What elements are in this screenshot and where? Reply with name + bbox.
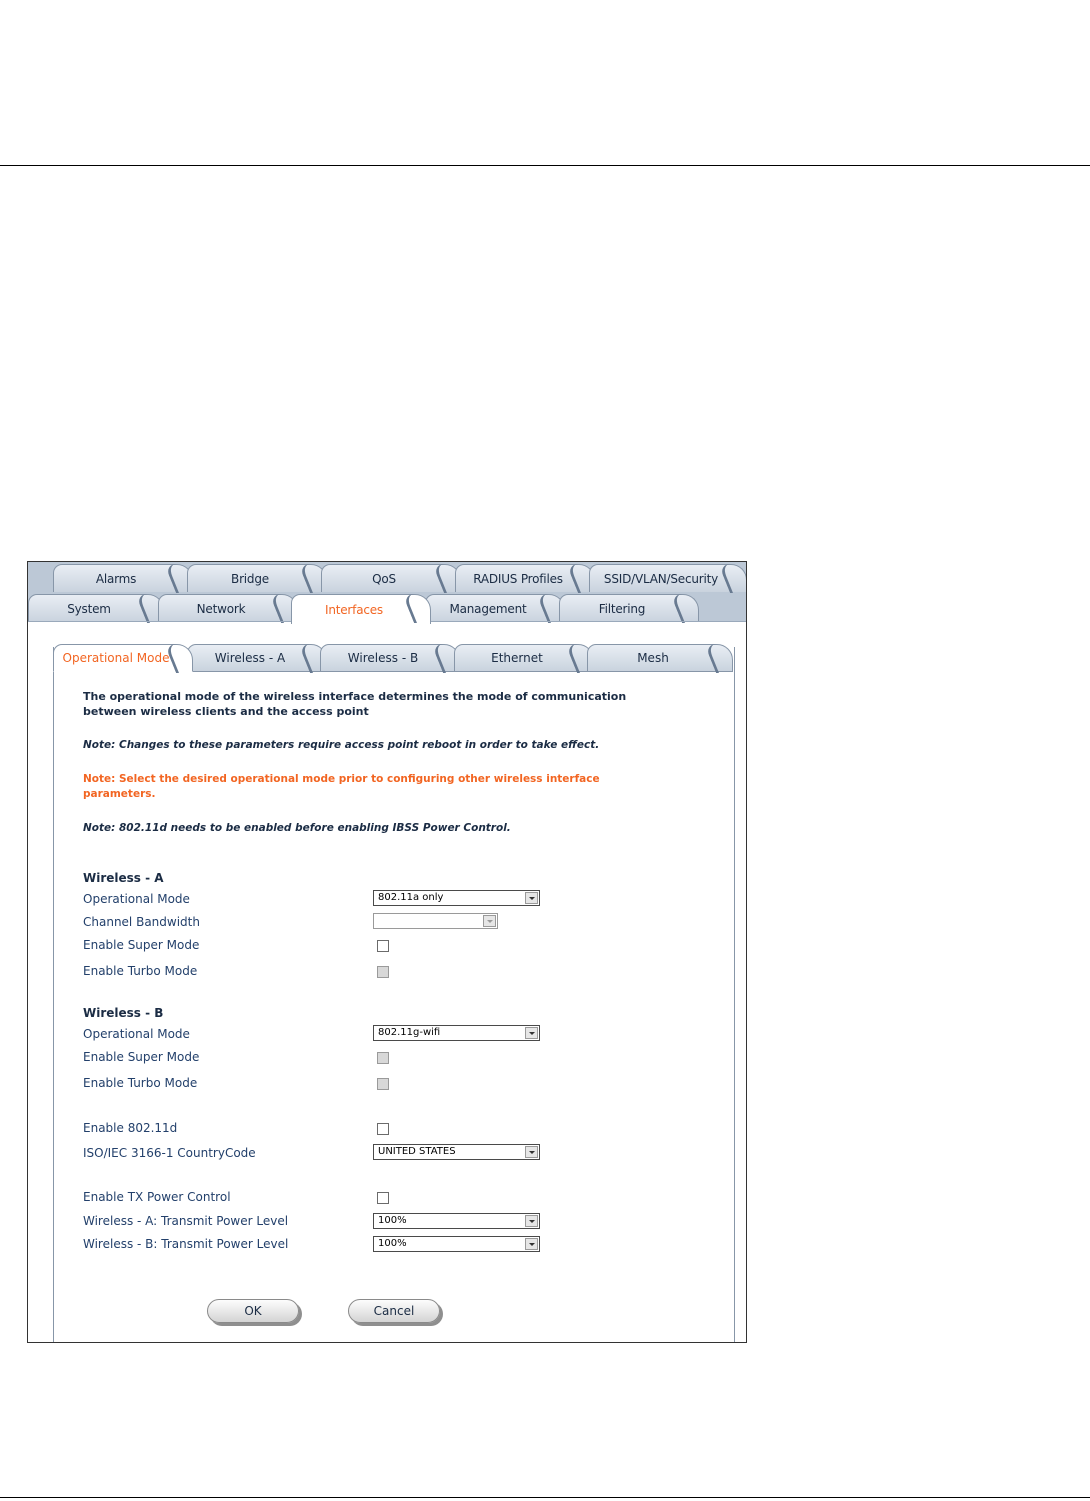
- tab-label: Filtering: [598, 601, 646, 616]
- ok-button-label: OK: [244, 1304, 262, 1318]
- note-reboot: Note: Changes to these parameters require access point reboot in order to take effect.: [83, 739, 600, 751]
- tab-label: Network: [196, 601, 246, 616]
- chevron-down-icon: [525, 1146, 538, 1158]
- label-wa-transmit-power: Wireless - A: Transmit Power Level: [83, 1214, 289, 1228]
- select-wa-transmit-power[interactable]: [373, 1213, 540, 1229]
- label-wb-operational-mode: Operational Mode: [83, 1027, 190, 1041]
- chevron-down-icon: [525, 1238, 538, 1250]
- checkbox-enable-80211d[interactable]: [377, 1123, 389, 1135]
- label-enable-80211d: Enable 802.11d: [83, 1121, 178, 1135]
- note-80211d: Note: 802.11d needs to be enabled before enabling IBSS Power Control.: [83, 822, 511, 834]
- tab-management[interactable]: [425, 594, 565, 622]
- subtab-wireless-b[interactable]: [320, 644, 460, 672]
- label-wb-transmit-power: Wireless - B: Transmit Power Level: [83, 1237, 289, 1251]
- main-tab-bar: [28, 562, 746, 622]
- select-value: 100%: [378, 1238, 407, 1249]
- checkbox-wa-turbo-mode[interactable]: [377, 966, 389, 978]
- tab-ssid-vlan-security[interactable]: [589, 564, 747, 592]
- select-value: UNITED STATES: [378, 1146, 456, 1157]
- note-order: Note: Select the desired operational mode prior to configuring other wireless interface parameters.: [83, 773, 600, 800]
- label-wa-turbo-mode: Enable Turbo Mode: [83, 964, 198, 978]
- description-text: The operational mode of the wireless interface determines the mode of communication between wireless clients and the access point: [83, 690, 627, 718]
- tab-system[interactable]: [28, 594, 164, 622]
- chevron-down-icon: [525, 892, 538, 904]
- select-value: 100%: [378, 1215, 407, 1226]
- checkbox-wb-turbo-mode[interactable]: [377, 1078, 389, 1090]
- label-wb-turbo-mode: Enable Turbo Mode: [83, 1076, 198, 1090]
- select-wb-operational-mode[interactable]: [373, 1025, 540, 1041]
- subtab-label: Mesh: [637, 651, 669, 665]
- tab-label: SSID/VLAN/Security: [603, 571, 719, 586]
- tab-network[interactable]: [158, 594, 298, 622]
- tab-label: RADIUS Profiles: [473, 571, 563, 586]
- label-country-code: ISO/IEC 3166-1 CountryCode: [83, 1146, 256, 1160]
- checkbox-wb-super-mode[interactable]: [377, 1052, 389, 1064]
- label-wa-super-mode: Enable Super Mode: [83, 938, 200, 952]
- tab-label: Bridge: [231, 571, 269, 586]
- select-value: 802.11a only: [378, 892, 444, 903]
- subtab-bar: [53, 644, 733, 672]
- label-tx-power-control: Enable TX Power Control: [83, 1190, 231, 1204]
- tab-bridge[interactable]: [187, 564, 327, 592]
- subtab-ethernet[interactable]: [454, 644, 594, 672]
- tab-label: QoS: [372, 571, 396, 586]
- tab-label: Management: [449, 601, 527, 616]
- label-wa-operational-mode: Operational Mode: [83, 892, 190, 906]
- checkbox-tx-power-control[interactable]: [377, 1192, 389, 1204]
- section-title-wireless-b: Wireless - B: [83, 1006, 164, 1020]
- tab-label: Interfaces: [325, 602, 383, 617]
- cancel-button[interactable]: [348, 1299, 440, 1323]
- tab-label: Alarms: [95, 571, 137, 586]
- ok-button[interactable]: [207, 1299, 299, 1323]
- label-wa-channel-bandwidth: Channel Bandwidth: [83, 915, 200, 929]
- subtab-label: Ethernet: [491, 651, 543, 665]
- select-wb-transmit-power[interactable]: [373, 1236, 540, 1252]
- tab-label: System: [67, 601, 111, 616]
- tab-filtering[interactable]: [559, 594, 699, 622]
- subtab-wireless-a[interactable]: [187, 644, 327, 672]
- select-value: 802.11g-wifi: [378, 1027, 441, 1038]
- tab-radius-profiles[interactable]: [455, 564, 595, 592]
- subtab-label: Wireless - A: [214, 651, 286, 665]
- page-bottom-rule: [0, 1497, 1090, 1498]
- subtab-label: Operational Mode: [62, 651, 170, 665]
- chevron-down-icon: [483, 915, 496, 927]
- cancel-button-label: Cancel: [373, 1304, 415, 1318]
- tab-interfaces[interactable]: [291, 594, 431, 624]
- label-wb-super-mode: Enable Super Mode: [83, 1050, 200, 1064]
- select-wa-operational-mode[interactable]: [373, 890, 540, 906]
- page-top-rule: [0, 165, 1090, 166]
- tab-alarms[interactable]: [53, 564, 193, 592]
- subtab-mesh[interactable]: [587, 644, 733, 672]
- settings-panel: [27, 561, 747, 1343]
- section-title-wireless-a: Wireless - A: [83, 871, 164, 885]
- checkbox-wa-super-mode[interactable]: [377, 940, 389, 952]
- select-wa-channel-bandwidth[interactable]: [373, 913, 498, 929]
- select-country-code[interactable]: [373, 1144, 540, 1160]
- subtab-operational-mode[interactable]: [53, 644, 193, 672]
- tab-qos[interactable]: [321, 564, 461, 592]
- chevron-down-icon: [525, 1215, 538, 1227]
- chevron-down-icon: [525, 1027, 538, 1039]
- subtab-label: Wireless - B: [347, 651, 419, 665]
